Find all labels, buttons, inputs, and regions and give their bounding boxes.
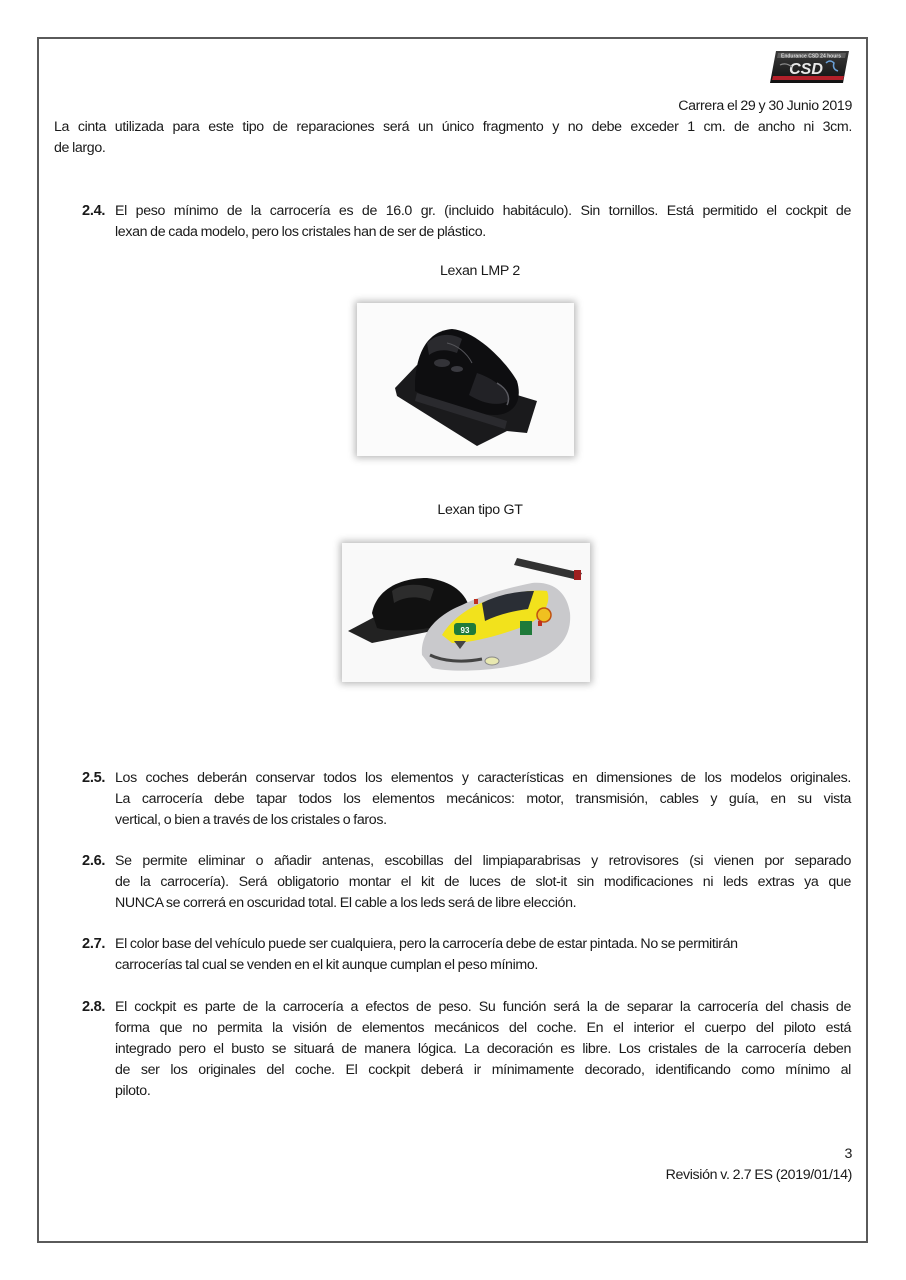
csd-endurance-logo: [770, 49, 850, 85]
logo-top-text: Endurance CSD 24 hours: [780, 53, 842, 60]
section-number: 2.5.: [82, 770, 106, 786]
section-2-5-text: [115, 768, 851, 831]
intro-paragraph: [54, 117, 852, 159]
section-number: 2.8.: [82, 999, 106, 1015]
figure-caption-lmp2: Lexan LMP 2: [439, 263, 521, 279]
section-number: 2.6.: [82, 853, 106, 869]
text-line: piloto.: [115, 1083, 151, 1099]
intro-line: de largo.: [54, 140, 106, 156]
section-2-8-text: [115, 997, 851, 1102]
text-line: El cockpit es parte de la carrocería a efectos de peso. Su función será la de separar la carrocería del chasis de: [115, 999, 851, 1015]
text-line: El peso mínimo de la carrocería es de 16.0 gr. (incluido habitáculo). Sin tornillos. Está permitido el cockpit de: [115, 203, 851, 219]
text-line: de ser los originales del coche. El cockpit deberá ir mínimamente decorado, identificando como mínimo al: [115, 1062, 851, 1078]
text-line: La carrocería debe tapar todos los elementos mecánicos: motor, transmisión, cables y guía, en su vista: [115, 791, 851, 807]
text-line: integrado pero el busto se situará de manera lógica. La decoración es libre. Los cristales de la carrocería deben: [115, 1041, 851, 1057]
text-line: Se permite eliminar o añadir antenas, escobillas del limpiaparabrisas y retrovisores (si vienen por separado: [115, 853, 851, 869]
intro-line: La cinta utilizada para este tipo de reparaciones será un único fragmento y no debe exceder 1 cm. de ancho ni 3cm.: [54, 119, 852, 135]
text-line: carrocerías tal cual se venden en el kit aunque cumplan el peso mínimo.: [115, 957, 538, 973]
text-line: lexan de cada modelo, pero los cristales han de ser de plástico.: [115, 224, 486, 240]
page-number: 3: [844, 1146, 852, 1162]
section-number: 2.7.: [82, 936, 106, 952]
event-date: Carrera el 29 y 30 Junio 2019: [678, 98, 852, 114]
lexan-gt-image: [342, 543, 590, 682]
car-number: 93: [460, 626, 470, 635]
text-line: forma que no permita la visión de elementos mecánicos del coche. En el interior el cuerpo del piloto está: [115, 1020, 851, 1036]
section-2-4-text: [115, 201, 851, 243]
text-line: vertical, o bien a través de los cristales o faros.: [115, 812, 387, 828]
section-2-6-text: [115, 851, 851, 914]
text-line: NUNCA se correrá en oscuridad total. El cable a los leds será de libre elección.: [115, 895, 577, 911]
figure-caption-gt: Lexan tipo GT: [437, 502, 523, 518]
text-line: de la carrocería). Será obligatorio montar el kit de luces de slot-it sin modificaciones ni leds extras ya que: [115, 874, 851, 890]
text-line: El color base del vehículo puede ser cualquiera, pero la carrocería debe de estar pintada. No se permitirán: [115, 936, 738, 952]
text-line: Los coches deberán conservar todos los elementos y características en dimensiones de los modelos originales.: [115, 770, 851, 786]
revision-label: Revisión v. 2.7 ES (2019/01/14): [665, 1167, 852, 1183]
section-2-7-text: [115, 934, 851, 976]
section-number: 2.4.: [82, 203, 106, 219]
lexan-lmp2-image: [357, 303, 574, 456]
logo-main-text: CSD: [789, 61, 823, 78]
